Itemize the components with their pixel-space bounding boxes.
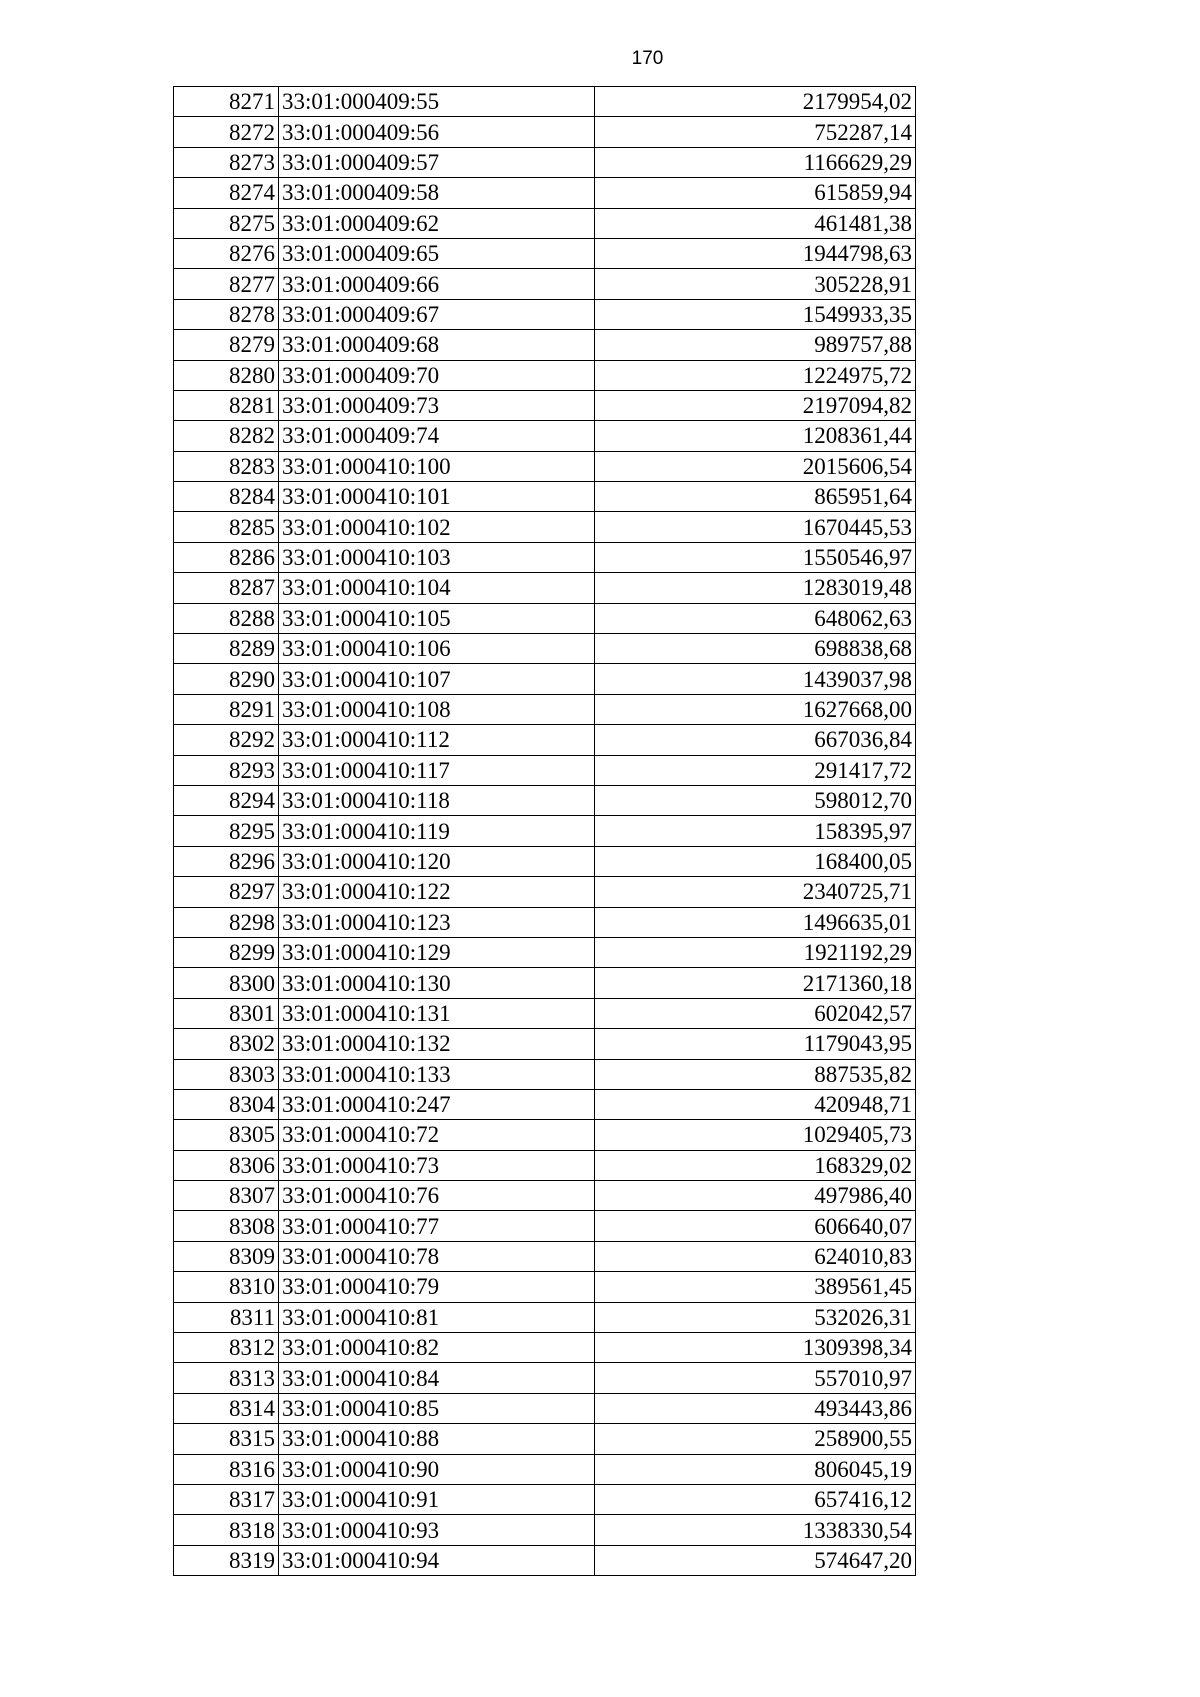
cadastral-number-cell: 33:01:000410:131 [279, 998, 595, 1028]
cadastral-number-cell: 33:01:000410:106 [279, 634, 595, 664]
table-row [174, 330, 916, 360]
cadastral-value-cell: 752287,14 [595, 117, 916, 147]
cadastral-value-cell: 657416,12 [595, 1484, 916, 1514]
cadastral-value-cell: 1496635,01 [595, 907, 916, 937]
row-number-cell: 8300 [174, 968, 279, 998]
table-row [174, 1363, 916, 1393]
cadastral-number-cell: 33:01:000409:57 [279, 147, 595, 177]
cadastral-value-cell: 624010,83 [595, 1241, 916, 1271]
cadastral-number-cell: 33:01:000409:58 [279, 178, 595, 208]
row-number-cell: 8285 [174, 512, 279, 542]
cadastral-value-cell: 806045,19 [595, 1454, 916, 1484]
cadastral-value-cell: 667036,84 [595, 725, 916, 755]
cadastral-number-cell: 33:01:000410:117 [279, 755, 595, 785]
cadastral-number-cell: 33:01:000410:93 [279, 1515, 595, 1545]
table-row [174, 968, 916, 998]
table-row [174, 725, 916, 755]
cadastral-number-cell: 33:01:000410:78 [279, 1241, 595, 1271]
table-row [174, 1059, 916, 1089]
table-row [174, 482, 916, 512]
page-number: 170 [631, 48, 664, 69]
table-row [174, 360, 916, 390]
cadastral-number-cell: 33:01:000409:66 [279, 269, 595, 299]
cadastral-value-cell: 1670445,53 [595, 512, 916, 542]
cadastral-number-cell: 33:01:000410:112 [279, 725, 595, 755]
table-row [174, 907, 916, 937]
cadastral-value-cell: 493443,86 [595, 1393, 916, 1423]
cadastral-number-cell: 33:01:000410:133 [279, 1059, 595, 1089]
row-number-cell: 8289 [174, 634, 279, 664]
cadastral-value-cell: 606640,07 [595, 1211, 916, 1241]
cadastral-number-cell: 33:01:000410:81 [279, 1302, 595, 1332]
cadastral-number-cell: 33:01:000410:102 [279, 512, 595, 542]
table-body [174, 87, 916, 1576]
table-row [174, 846, 916, 876]
table-row [174, 1029, 916, 1059]
row-number-cell: 8304 [174, 1089, 279, 1119]
cadastral-number-cell: 33:01:000410:105 [279, 603, 595, 633]
table-row [174, 1515, 916, 1545]
cadastral-value-cell: 158395,97 [595, 816, 916, 846]
cadastral-value-cell: 1029405,73 [595, 1120, 916, 1150]
table-row [174, 998, 916, 1028]
cadastral-number-cell: 33:01:000410:77 [279, 1211, 595, 1241]
row-number-cell: 8312 [174, 1333, 279, 1363]
row-number-cell: 8288 [174, 603, 279, 633]
table-row [174, 390, 916, 420]
cadastral-number-cell: 33:01:000410:108 [279, 694, 595, 724]
table-row [174, 208, 916, 238]
row-number-cell: 8315 [174, 1424, 279, 1454]
table-row [174, 1333, 916, 1363]
row-number-cell: 8298 [174, 907, 279, 937]
cadastral-value-cell: 1166629,29 [595, 147, 916, 177]
cadastral-number-cell: 33:01:000409:62 [279, 208, 595, 238]
cadastral-value-cell: 291417,72 [595, 755, 916, 785]
cadastral-value-cell: 602042,57 [595, 998, 916, 1028]
cadastral-value-cell: 557010,97 [595, 1363, 916, 1393]
cadastral-number-cell: 33:01:000410:79 [279, 1272, 595, 1302]
cadastral-number-cell: 33:01:000410:76 [279, 1181, 595, 1211]
row-number-cell: 8292 [174, 725, 279, 755]
row-number-cell: 8274 [174, 178, 279, 208]
cadastral-value-cell: 698838,68 [595, 634, 916, 664]
table-row [174, 1302, 916, 1332]
cadastral-number-cell: 33:01:000410:129 [279, 937, 595, 967]
cadastral-number-cell: 33:01:000410:103 [279, 542, 595, 572]
row-number-cell: 8306 [174, 1150, 279, 1180]
table-row [174, 1120, 916, 1150]
cadastral-value-cell: 258900,55 [595, 1424, 916, 1454]
row-number-cell: 8291 [174, 694, 279, 724]
row-number-cell: 8287 [174, 573, 279, 603]
cadastral-number-cell: 33:01:000410:130 [279, 968, 595, 998]
table-row [174, 1211, 916, 1241]
cadastral-number-cell: 33:01:000410:119 [279, 816, 595, 846]
row-number-cell: 8305 [174, 1120, 279, 1150]
cadastral-value-cell: 648062,63 [595, 603, 916, 633]
cadastral-value-cell: 2171360,18 [595, 968, 916, 998]
table-row [174, 1089, 916, 1119]
cadastral-number-cell: 33:01:000410:84 [279, 1363, 595, 1393]
cadastral-value-cell: 1944798,63 [595, 238, 916, 268]
table-row [174, 877, 916, 907]
cadastral-number-cell: 33:01:000409:74 [279, 421, 595, 451]
row-number-cell: 8290 [174, 664, 279, 694]
cadastral-number-cell: 33:01:000410:94 [279, 1545, 595, 1575]
cadastral-number-cell: 33:01:000409:67 [279, 299, 595, 329]
table-row [174, 1181, 916, 1211]
table-row [174, 1241, 916, 1271]
row-number-cell: 8273 [174, 147, 279, 177]
row-number-cell: 8299 [174, 937, 279, 967]
row-number-cell: 8293 [174, 755, 279, 785]
cadastral-number-cell: 33:01:000410:118 [279, 785, 595, 815]
table-row [174, 1150, 916, 1180]
cadastral-value-cell: 887535,82 [595, 1059, 916, 1089]
row-number-cell: 8282 [174, 421, 279, 451]
table-row [174, 178, 916, 208]
cadastral-value-cell: 2015606,54 [595, 451, 916, 481]
table-row [174, 238, 916, 268]
cadastral-value-cell: 1439037,98 [595, 664, 916, 694]
table-row [174, 117, 916, 147]
row-number-cell: 8284 [174, 482, 279, 512]
cadastral-number-cell: 33:01:000410:107 [279, 664, 595, 694]
table-row [174, 1393, 916, 1423]
row-number-cell: 8308 [174, 1211, 279, 1241]
row-number-cell: 8314 [174, 1393, 279, 1423]
row-number-cell: 8277 [174, 269, 279, 299]
row-number-cell: 8316 [174, 1454, 279, 1484]
table-row [174, 269, 916, 299]
table-row [174, 512, 916, 542]
table-row [174, 785, 916, 815]
row-number-cell: 8307 [174, 1181, 279, 1211]
row-number-cell: 8313 [174, 1363, 279, 1393]
cadastral-number-cell: 33:01:000410:72 [279, 1120, 595, 1150]
table-row [174, 451, 916, 481]
table-row [174, 147, 916, 177]
cadastral-value-cell: 1224975,72 [595, 360, 916, 390]
cadastral-number-cell: 33:01:000409:73 [279, 390, 595, 420]
row-number-cell: 8309 [174, 1241, 279, 1271]
cadastral-number-cell: 33:01:000410:85 [279, 1393, 595, 1423]
cadastral-value-cell: 989757,88 [595, 330, 916, 360]
row-number-cell: 8276 [174, 238, 279, 268]
cadastral-value-cell: 168329,02 [595, 1150, 916, 1180]
cadastral-number-cell: 33:01:000410:132 [279, 1029, 595, 1059]
cadastral-number-cell: 33:01:000409:65 [279, 238, 595, 268]
cadastral-value-cell: 497986,40 [595, 1181, 916, 1211]
cadastral-value-cell: 574647,20 [595, 1545, 916, 1575]
table-row [174, 664, 916, 694]
row-number-cell: 8271 [174, 87, 279, 117]
cadastral-number-cell: 33:01:000410:100 [279, 451, 595, 481]
table-row [174, 603, 916, 633]
cadastral-number-cell: 33:01:000410:122 [279, 877, 595, 907]
cadastral-value-cell: 1921192,29 [595, 937, 916, 967]
cadastral-number-cell: 33:01:000410:73 [279, 1150, 595, 1180]
cadastral-value-cell: 615859,94 [595, 178, 916, 208]
cadastral-value-cell: 1309398,34 [595, 1333, 916, 1363]
cadastral-value-cell: 168400,05 [595, 846, 916, 876]
cadastral-number-cell: 33:01:000410:247 [279, 1089, 595, 1119]
row-number-cell: 8319 [174, 1545, 279, 1575]
cadastral-value-cell: 2197094,82 [595, 390, 916, 420]
cadastral-number-cell: 33:01:000409:68 [279, 330, 595, 360]
cadastral-number-cell: 33:01:000410:91 [279, 1484, 595, 1514]
row-number-cell: 8302 [174, 1029, 279, 1059]
cadastral-value-cell: 1283019,48 [595, 573, 916, 603]
row-number-cell: 8294 [174, 785, 279, 815]
cadastral-value-cell: 598012,70 [595, 785, 916, 815]
cadastral-number-cell: 33:01:000410:101 [279, 482, 595, 512]
cadastral-number-cell: 33:01:000410:82 [279, 1333, 595, 1363]
cadastral-number-cell: 33:01:000410:120 [279, 846, 595, 876]
cadastral-value-cell: 1550546,97 [595, 542, 916, 572]
row-number-cell: 8295 [174, 816, 279, 846]
table-row [174, 816, 916, 846]
cadastral-value-cell: 305228,91 [595, 269, 916, 299]
cadastral-value-cell: 2179954,02 [595, 87, 916, 117]
row-number-cell: 8280 [174, 360, 279, 390]
row-number-cell: 8318 [174, 1515, 279, 1545]
row-number-cell: 8301 [174, 998, 279, 1028]
cadastral-value-cell: 389561,45 [595, 1272, 916, 1302]
table-row [174, 1545, 916, 1575]
cadastral-value-cell: 865951,64 [595, 482, 916, 512]
row-number-cell: 8279 [174, 330, 279, 360]
cadastral-value-cell: 461481,38 [595, 208, 916, 238]
cadastral-value-cell: 420948,71 [595, 1089, 916, 1119]
row-number-cell: 8281 [174, 390, 279, 420]
table-row [174, 1454, 916, 1484]
table-row [174, 634, 916, 664]
cadastral-number-cell: 33:01:000410:90 [279, 1454, 595, 1484]
row-number-cell: 8310 [174, 1272, 279, 1302]
row-number-cell: 8311 [174, 1302, 279, 1332]
table-row [174, 694, 916, 724]
row-number-cell: 8283 [174, 451, 279, 481]
row-number-cell: 8317 [174, 1484, 279, 1514]
row-number-cell: 8275 [174, 208, 279, 238]
table-row [174, 1272, 916, 1302]
row-number-cell: 8296 [174, 846, 279, 876]
cadastral-number-cell: 33:01:000409:55 [279, 87, 595, 117]
cadastral-number-cell: 33:01:000410:123 [279, 907, 595, 937]
cadastral-number-cell: 33:01:000409:56 [279, 117, 595, 147]
row-number-cell: 8278 [174, 299, 279, 329]
cadastral-value-cell: 1627668,00 [595, 694, 916, 724]
table-row [174, 87, 916, 117]
table-row [174, 1424, 916, 1454]
cadastral-value-cell: 1208361,44 [595, 421, 916, 451]
row-number-cell: 8272 [174, 117, 279, 147]
cadastral-value-cell: 1549933,35 [595, 299, 916, 329]
cadastral-number-cell: 33:01:000410:104 [279, 573, 595, 603]
table-row [174, 573, 916, 603]
cadastral-value-cell: 2340725,71 [595, 877, 916, 907]
row-number-cell: 8286 [174, 542, 279, 572]
cadastral-value-table [173, 86, 916, 1576]
table-row [174, 421, 916, 451]
table-row [174, 1484, 916, 1514]
table-row [174, 542, 916, 572]
cadastral-number-cell: 33:01:000410:88 [279, 1424, 595, 1454]
table-row [174, 299, 916, 329]
row-number-cell: 8303 [174, 1059, 279, 1089]
cadastral-value-cell: 1338330,54 [595, 1515, 916, 1545]
cadastral-value-cell: 532026,31 [595, 1302, 916, 1332]
cadastral-number-cell: 33:01:000409:70 [279, 360, 595, 390]
row-number-cell: 8297 [174, 877, 279, 907]
cadastral-value-cell: 1179043,95 [595, 1029, 916, 1059]
table-row [174, 755, 916, 785]
table-row [174, 937, 916, 967]
